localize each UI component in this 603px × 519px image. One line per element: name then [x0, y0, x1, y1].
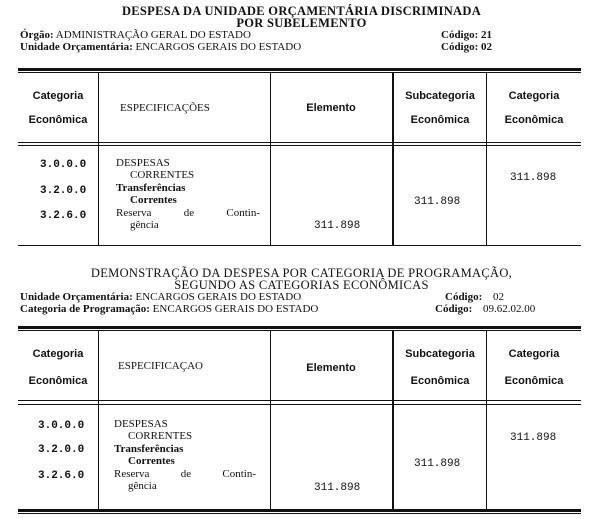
unidade-2-label: Unidade Orçamentária:	[20, 291, 133, 303]
table-1-header-rule-2	[18, 145, 581, 146]
header-elemento: Elemento	[306, 362, 356, 374]
orgao-codigo-value: 21	[481, 29, 493, 41]
table-2-top-rule	[18, 326, 581, 329]
programacao-codigo-value: 09.62.02.00	[483, 303, 536, 315]
table-1-col-divider	[270, 73, 271, 245]
code-cell: 3.2.0.0	[38, 444, 85, 456]
table-2-col-divider	[98, 331, 99, 509]
table-1	[18, 68, 581, 248]
table-1-top-rule-thin	[18, 72, 581, 73]
spec-line: DESPESAS	[116, 157, 170, 169]
spec-line: gência	[128, 480, 157, 492]
header-especificacao: ESPECIFICAÇAO	[118, 360, 203, 372]
spec-line: Transferências	[116, 182, 186, 194]
section-2-title-line1: DEMONSTRAÇÃO DA DESPESA POR CATEGORIA DE PROGRAMAÇÃO,	[90, 266, 513, 280]
unidade-2-value: ENCARGOS GERAIS DO ESTADO	[135, 291, 302, 303]
header-categoria-2: Categoria	[508, 90, 560, 102]
categoria-value: 311.898	[510, 172, 557, 184]
orgao-value: ADMINISTRAÇÃO GERAL DO ESTADO	[55, 29, 251, 41]
spec-line: CORRENTES	[128, 430, 193, 442]
table-1-header-rule	[18, 142, 581, 143]
spec-line: Reserva de Contin-	[114, 468, 256, 480]
orgao-codigo-label: Código:	[441, 29, 479, 41]
spec-line: DESPESAS	[114, 418, 168, 430]
header-economica: Econômica	[28, 114, 88, 126]
table-2-top-rule-thin	[18, 330, 581, 331]
unidade-label: Unidade Orçamentária:	[20, 41, 133, 53]
unidade-value: ENCARGOS GERAIS DO ESTADO	[135, 41, 302, 53]
header-categoria: Categoria	[32, 90, 84, 102]
spec-line: Correntes	[130, 194, 177, 206]
section-1-title-line1: DESPESA DA UNIDADE ORÇAMENTÁRIA DISCRIMINADA	[121, 4, 482, 18]
spec-line: Correntes	[128, 455, 175, 467]
programacao-codigo	[435, 303, 535, 315]
programacao-line	[20, 303, 318, 315]
unidade-line	[20, 41, 301, 53]
elemento-value: 311.898	[314, 482, 361, 494]
spec-line: gência	[130, 219, 159, 231]
table-1-top-rule	[18, 68, 581, 71]
orgao-line	[20, 29, 251, 41]
programacao-label: Categoria de Programação:	[20, 303, 150, 315]
code-cell: 3.2.0.0	[40, 185, 87, 197]
table-2-col-divider	[270, 331, 271, 509]
subcategoria-value: 311.898	[414, 196, 461, 208]
subcategoria-value: 311.898	[414, 458, 461, 470]
code-cell: 3.0.0.0	[38, 420, 85, 432]
header-subcategoria: Subcategoria	[405, 348, 475, 360]
orgao-label: Órgão:	[20, 29, 54, 41]
header-categoria-2-economica: Econômica	[504, 375, 564, 387]
unidade-codigo	[441, 41, 492, 53]
header-elemento: Elemento	[306, 102, 356, 114]
categoria-value: 311.898	[510, 432, 557, 444]
elemento-value: 311.898	[314, 220, 361, 232]
spec-line: CORRENTES	[130, 169, 195, 181]
code-cell: 3.2.6.0	[38, 470, 85, 482]
table-2-bottom-rule	[18, 509, 581, 512]
unidade-2-codigo-label: Código:	[445, 291, 483, 303]
header-economica: Econômica	[28, 375, 88, 387]
table-2-bottom-rule-thin	[18, 513, 581, 514]
unidade-2-line	[20, 291, 301, 303]
table-2-header-rule-2	[18, 404, 581, 405]
table-2	[18, 326, 581, 516]
programacao-value: ENCARGOS GERAIS DO ESTADO	[152, 303, 319, 315]
unidade-2-codigo-value: 02	[493, 291, 505, 303]
spec-line: Transferências	[114, 443, 184, 455]
unidade-codigo-value: 02	[481, 41, 493, 53]
orgao-codigo	[441, 29, 492, 41]
programacao-codigo-label: Código:	[435, 303, 473, 315]
spec-line: Reserva de Contin-	[116, 207, 260, 219]
header-categoria: Categoria	[32, 348, 84, 360]
section-1-title-line2: POR SUBELEMENTO	[236, 16, 367, 30]
header-categoria-2: Categoria	[508, 348, 560, 360]
unidade-2-codigo	[445, 291, 504, 303]
code-cell: 3.2.6.0	[40, 210, 87, 222]
header-categoria-2-economica: Econômica	[504, 114, 564, 126]
header-subcategoria: Subcategoria	[405, 90, 475, 102]
header-subcategoria-economica: Econômica	[410, 375, 470, 387]
unidade-codigo-label: Código:	[441, 41, 479, 53]
section-2-title-line2: SEGUNDO AS CATEGORIAS ECONÔMICAS	[174, 278, 429, 292]
header-subcategoria-economica: Econômica	[410, 114, 470, 126]
table-1-bottom-rule	[18, 245, 581, 246]
code-cell: 3.0.0.0	[40, 159, 87, 171]
header-especificacoes: ESPECIFICAÇÕES	[120, 102, 210, 114]
table-1-col-divider	[98, 73, 99, 245]
table-2-header-rule	[18, 400, 581, 401]
